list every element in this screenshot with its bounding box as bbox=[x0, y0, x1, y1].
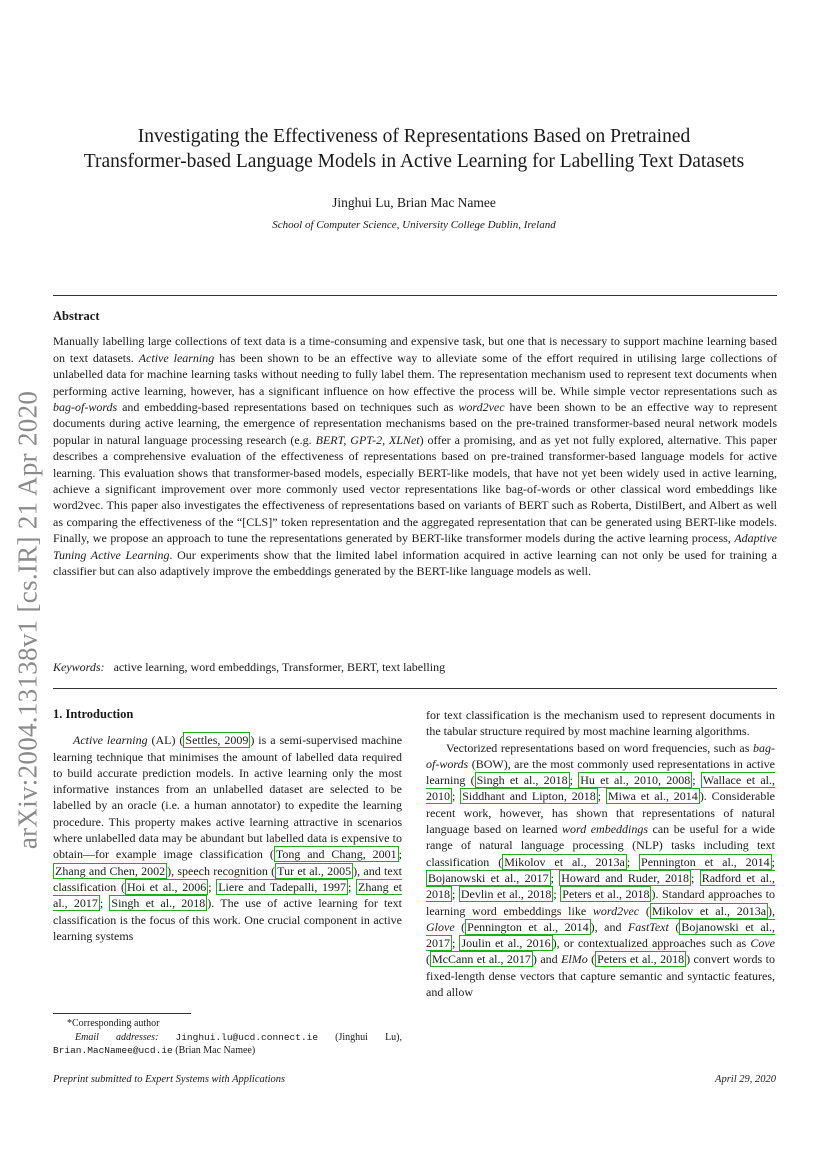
intro-text: ; bbox=[597, 789, 606, 804]
intro-text: ( bbox=[426, 952, 430, 967]
citation-link[interactable]: Devlin et al., 2018 bbox=[460, 887, 552, 902]
intro-text: ) is a semi-supervised machine learning technique that minimises the amount of labelled data required to build accurate prediction models. In active learning only the most informative instances from an unlabelled dataset are selected to be labelled by an oracle (i.e. a human annotator) to expedite the learning procedure. This property makes active learning attractive in scenarios where unlabelled data may be abundant but labelled data is expensive to obtain—for example image classification ( bbox=[53, 733, 403, 862]
intro-text: ), and text classification ( bbox=[53, 863, 402, 894]
abstract-bottom-divider bbox=[53, 688, 777, 689]
abstract-heading: Abstract bbox=[53, 309, 100, 323]
intro-term: Glove bbox=[426, 919, 455, 934]
intro-text: ). Considerable recent work, however, has shown that representations of natural language based on learned bbox=[426, 789, 775, 837]
abstract-text: Manually labelling large collections of text data is a time-consuming and expensive task, but one that is necessary to support machine learning based on text datasets. bbox=[53, 334, 777, 365]
abstract-text: and embedding-based representations based on techniques such as bbox=[117, 400, 459, 415]
intro-text: ; bbox=[452, 789, 461, 804]
citation-link[interactable]: Pennington et al., 2014 bbox=[641, 854, 770, 869]
intro-text: ; bbox=[398, 847, 402, 862]
citation-link[interactable]: Miwa et al., 2014 bbox=[607, 789, 698, 804]
footnote-divider bbox=[53, 1013, 191, 1014]
title-line-2: Transformer-based Language Models in Active Learning for Labelling Text Datasets bbox=[83, 151, 745, 172]
abstract-term: Active learning bbox=[138, 350, 215, 365]
intro-text: ; bbox=[550, 870, 560, 885]
intro-term: FastText bbox=[627, 919, 669, 934]
citation-link[interactable]: Howard and Ruder, 2018 bbox=[561, 870, 690, 885]
intro-text: ; bbox=[452, 936, 460, 951]
email-addresses bbox=[53, 1031, 402, 1058]
intro-term: Active learning bbox=[73, 733, 148, 748]
intro-text: (BOW), are the most commonly used representations in active learning ( bbox=[426, 756, 775, 788]
keywords-line bbox=[53, 660, 777, 675]
citation-link[interactable]: Settles, 2009 bbox=[185, 733, 249, 748]
abstract-text: have been shown to be an effective way to represent documents during active learning, the emergence of representation mechanisms based on the pre-trained transformer-based neural network models popular in natural language processing research (e.g. bbox=[53, 400, 777, 447]
keywords-label: Keywords: bbox=[53, 660, 105, 674]
intro-paragraph-1 bbox=[53, 732, 402, 944]
email-owner-2: (Brian Mac Namee) bbox=[172, 1045, 256, 1056]
intro-text: ), and bbox=[590, 919, 628, 934]
intro-term: word2vec bbox=[592, 903, 640, 918]
citation-link[interactable]: Bojanowski et al., 2017 bbox=[426, 919, 776, 951]
section-heading-introduction: 1. Introduction bbox=[53, 707, 134, 721]
citation-link[interactable]: Pennington et al., 2014 bbox=[467, 919, 589, 934]
intro-text: ; bbox=[569, 773, 579, 788]
citation-link[interactable]: Singh et al., 2018 bbox=[476, 773, 568, 788]
email-link-1[interactable]: Jinghui.lu@ucd.connect.ie bbox=[175, 1031, 319, 1043]
citation-link[interactable]: Tur et al., 2005 bbox=[277, 863, 352, 878]
abstract-text: has been shown to be an effective way to alleviate some of the effort required in utilising large collections of unlabelled data for machine learning tasks without needing to fully label them. The representation mechanism used to represent text documents when performing active learning, however, has a significant influence on how effective the process will be. While simple vector representations such as bbox=[53, 350, 777, 398]
citation-link[interactable]: Radford et al., 2018 bbox=[426, 870, 775, 902]
keywords-text: active learning, word embeddings, Transformer, BERT, text labelling bbox=[113, 660, 446, 674]
intro-text: ; bbox=[348, 879, 357, 894]
abstract-text: ) offer a promising, and as yet not fully explored, alternative. This paper describes a comprehensive evaluation of the effectiveness of representations based on pre-trained transformer-based language models for active learning. This evaluation shows that transformer-based models, especially BERT-like models, that have not yet been widely used in active learning, achieve a significant improvement over more commonly used vector representations like bag-of-words or other classical word embeddings like word2vec. This paper also investigates the effectiveness of representations based on variants of BERT such as Roberta, DistilBert, and Albert as well as comparing the effectiveness of the “[CLS]” token representation and the aggregated representation that can be generated using BERT-like models. Finally, we propose an approach to tune the representations generated by BERT-like transformer models during the active learning process, bbox=[53, 432, 778, 546]
intro-text: ; bbox=[771, 854, 775, 869]
citation-link[interactable]: Mikolov et al., 2013a bbox=[651, 903, 767, 918]
intro-term: ElMo bbox=[561, 952, 588, 967]
intro-text: ; bbox=[99, 896, 110, 911]
citation-link[interactable]: Hu et al., 2010, 2008 bbox=[580, 773, 691, 788]
abstract-body bbox=[53, 333, 777, 579]
abstract-section bbox=[53, 308, 777, 580]
intro-text: ( bbox=[639, 903, 650, 918]
intro-text: ; bbox=[452, 887, 459, 902]
intro-paragraph-2 bbox=[426, 740, 775, 1001]
footer-date: April 29, 2020 bbox=[715, 1074, 776, 1085]
citation-link[interactable]: Bojanowski et al., 2017 bbox=[428, 870, 549, 885]
arxiv-sidebar bbox=[6, 370, 50, 870]
intro-text: ). Standard approaches to learning word embeddings like bbox=[426, 887, 775, 918]
email-label: Email addresses: bbox=[75, 1031, 159, 1043]
left-column bbox=[53, 706, 402, 944]
abstract-term: BERT, GPT-2, XLNet bbox=[315, 432, 420, 447]
abstract-term: Adaptive Tuning Active Learning bbox=[53, 531, 777, 562]
intro-term: word embeddings bbox=[561, 822, 649, 837]
citation-link[interactable]: Tong and Chang, 2001 bbox=[275, 847, 397, 862]
title-line-1: Investigating the Effectiveness of Representations Based on Pretrained bbox=[137, 126, 691, 147]
citation-link[interactable]: Joulin et al., 2016 bbox=[461, 936, 551, 951]
intro-text: Vectorized representations based on word frequencies, such as bbox=[446, 740, 753, 755]
authors: Jinghui Lu, Brian Mac Namee bbox=[332, 195, 496, 210]
citation-link[interactable]: Liere and Tadepalli, 1997 bbox=[218, 879, 347, 894]
citation-link[interactable]: Zhang and Chen, 2002 bbox=[55, 863, 166, 878]
paper-title bbox=[40, 124, 788, 174]
top-divider bbox=[53, 295, 777, 296]
intro-text: ; bbox=[208, 879, 217, 894]
intro-text: ), or contextualized approaches such as bbox=[552, 936, 751, 951]
citation-link[interactable]: Peters et al., 2018 bbox=[597, 952, 685, 967]
abstract-term: bag-of-words bbox=[53, 400, 118, 415]
citation-link[interactable]: Siddhant and Lipton, 2018 bbox=[462, 789, 596, 804]
intro-term: Cove bbox=[750, 936, 775, 951]
intro-text: ). The use of active learning for text classification is the focus of this work. One crucial component in active learning systems bbox=[53, 896, 402, 943]
citation-link[interactable]: Zhang et al., 2017 bbox=[53, 879, 402, 911]
email-owner-1: (Jinghui Lu), bbox=[318, 1031, 403, 1043]
intro-text: ; bbox=[692, 773, 701, 788]
intro-text: ; bbox=[691, 870, 700, 885]
intro-text: ) convert words to fixed-length dense vectors that capture semantic and syntactic features, and allow bbox=[426, 952, 775, 1000]
intro-term: bag-of-words bbox=[426, 740, 775, 771]
citation-link[interactable]: Singh et al., 2018 bbox=[111, 896, 206, 911]
intro-text: ) and bbox=[532, 952, 562, 967]
citation-link[interactable]: Peters et al., 2018 bbox=[562, 887, 650, 902]
footnote bbox=[53, 1017, 402, 1058]
email-link-2[interactable]: Brian.MacNamee@ucd.ie bbox=[53, 1045, 173, 1056]
affiliation: School of Computer Science, University College Dublin, Ireland bbox=[272, 219, 556, 231]
corresponding-author-note: *Corresponding author bbox=[67, 1018, 160, 1029]
right-column bbox=[426, 707, 775, 1000]
intro-paragraph-1-continued: for text classification is the mechanism used to represent documents in the tabular structure required by most machine learning algorithms. bbox=[426, 708, 775, 739]
citation-link[interactable]: Mikolov et al., 2013a bbox=[504, 854, 625, 869]
intro-text: ( bbox=[454, 919, 466, 934]
footer-journal-note: Preprint submitted to Expert Systems with Applications bbox=[53, 1074, 286, 1085]
intro-text: ), bbox=[768, 903, 776, 918]
intro-text: ( bbox=[587, 952, 596, 967]
arxiv-identifier: arXiv:2004.13138v1 [cs.IR] 21 Apr 2020 bbox=[12, 390, 43, 850]
intro-text: (AL) ( bbox=[147, 733, 184, 748]
intro-text: ), speech recognition ( bbox=[167, 863, 276, 878]
abstract-term: word2vec bbox=[458, 400, 505, 415]
citation-link[interactable]: McCann et al., 2017 bbox=[432, 952, 531, 967]
intro-text: ; bbox=[626, 854, 640, 869]
intro-text: ; bbox=[553, 887, 561, 902]
intro-text: ( bbox=[668, 919, 680, 934]
abstract-text: . Our experiments show that the limited label information acquired in active learning can not only be used for training a classifier but can also adaptively improve the embeddings generated by the BERT-like language models as well. bbox=[53, 547, 777, 579]
intro-text: can be useful for a wide range of natural language processing (NLP) tasks including text classification ( bbox=[426, 822, 775, 869]
citation-link[interactable]: Hoi et al., 2006 bbox=[126, 879, 207, 894]
citation-link[interactable]: Wallace et al., 2010 bbox=[426, 773, 775, 804]
